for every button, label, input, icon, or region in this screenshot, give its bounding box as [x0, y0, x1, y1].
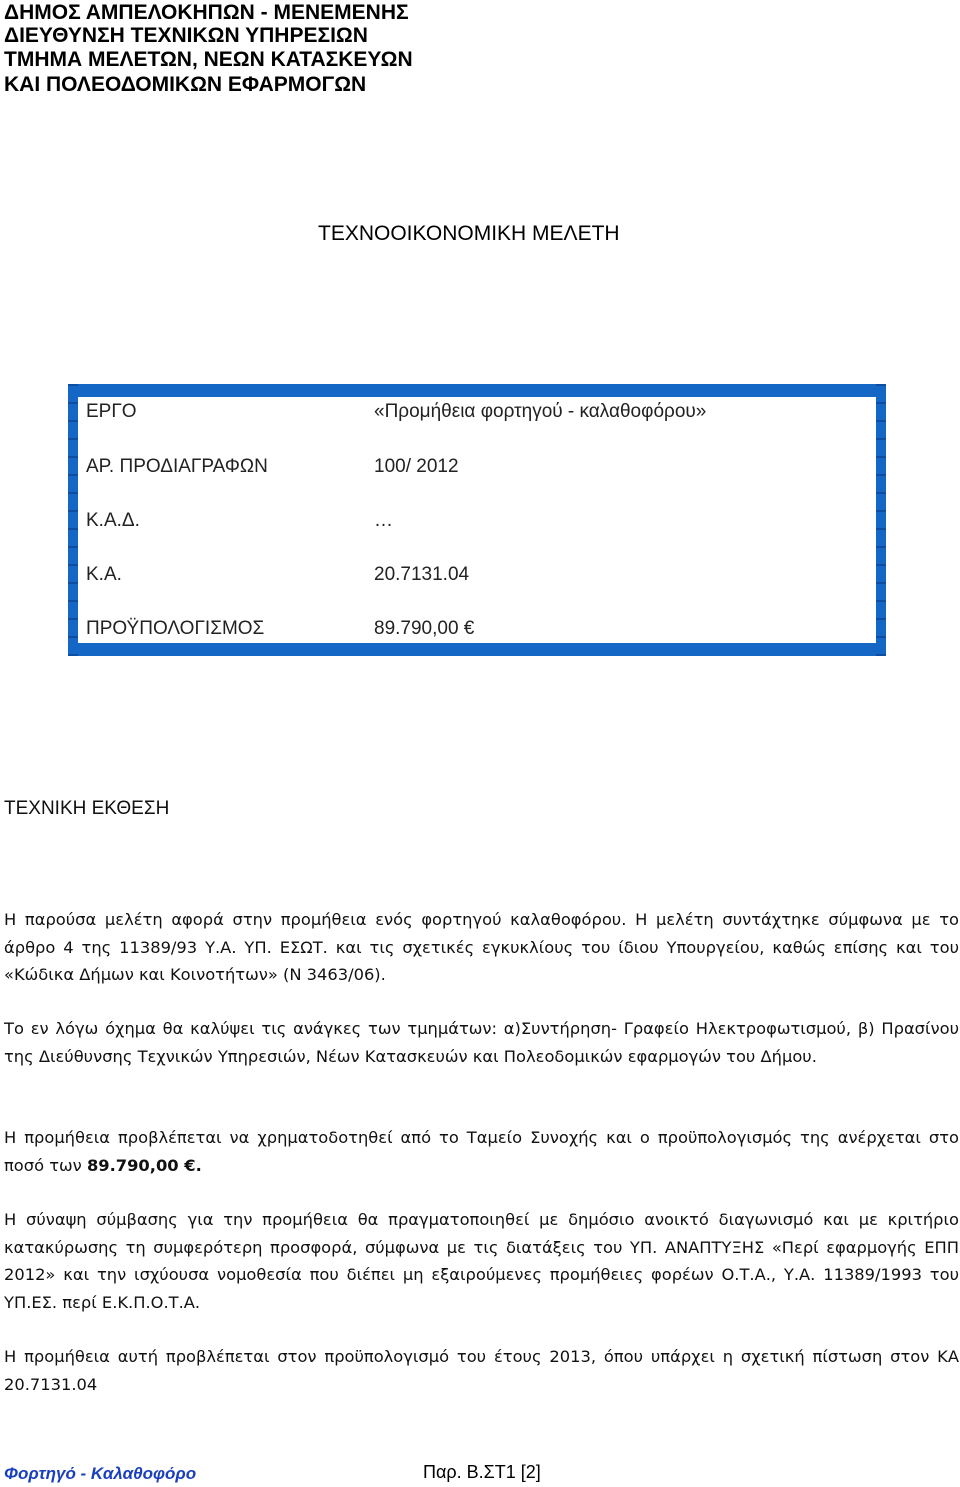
kad-label: Κ.Α.Δ.: [86, 510, 140, 531]
header-directorate: ΔΙΕΥΘΥΝΣΗ ΤΕΧΝΙΚΩΝ ΥΠΗΡΕΣΙΩΝ: [4, 24, 368, 47]
project-value: «Προμήθεια φορτηγού - καλαθοφόρου»: [374, 401, 707, 422]
section-heading: ΤΕΧΝΙΚΗ ΕΚΘΕΣΗ: [4, 798, 170, 819]
footer-document-name: Φορτηγό - Καλαθοφόρο: [4, 1464, 197, 1483]
spec-number-label: ΑΡ. ΠΡΟΔΙΑΓΡΑΦΩΝ: [86, 456, 268, 477]
header-department: ΤΜΗΜΑ ΜΕΛΕΤΩΝ, ΝΕΩΝ ΚΑΤΑΣΚΕΥΩΝ: [4, 48, 413, 71]
document-title: ΤΕΧΝΟΟΙΚΟΝΟΜΙΚΗ ΜΕΛΕΤΗ: [318, 222, 620, 245]
header-municipality: ΔΗΜΟΣ ΑΜΠΕΛΟΚΗΠΩΝ - ΜΕΝΕΜΕΝΗΣ: [4, 1, 409, 24]
paragraph-funding: [4, 1124, 959, 1179]
budget-value: 89.790,00 €: [374, 618, 475, 639]
spec-number-value: 100/ 2012: [374, 456, 459, 477]
project-label: ΕΡΓΟ: [86, 401, 137, 422]
funding-text: Η προμήθεια προβλέπεται να χρηματοδοτηθεί από το Ταμείο Συνοχής και ο προϋπολογισμός της ανέρχεται στο ποσό των: [4, 1128, 959, 1175]
project-info-box: [68, 384, 886, 656]
budget-label: ΠΡΟΫΠΟΛΟΓΙΣΜΟΣ: [86, 618, 265, 639]
paragraph-intro: Η παρούσα μελέτη αφορά στην προμήθεια ενός φορτηγού καλαθοφόρου. Η μελέτη συντάχτηκε σύμφωνα με το άρθρο 4 της 11389/93 Υ.Α. ΥΠ. ΕΣΩΤ. και τις σχετικές εγκυκλίους του ίδιου Υπουργείου, καθώς επίσης και του «Κώδικα Δήμων και Κοινοτήτων» (Ν 3463/06).: [4, 910, 959, 984]
paragraph-budget-year: Η προμήθεια αυτή προβλέπεται στον προϋπολογισμό του έτους 2013, όπου υπάρχει η σχετική πίστωση στον ΚΑ 20.7131.04: [4, 1347, 959, 1394]
paragraph-procurement: Η σύναψη σύμβασης για την προμήθεια θα πραγματοποιηθεί με δημόσιο ανοικτό διαγωνισμό και με κριτήριο κατακύρωσης τη συμφερότερη προσφορά, σύμφωνα με τις διατάξεις του ΥΠ. ΑΝΑΠΤΥΞΗΣ «Περί εφαρμογής ΕΠΠ 2012» και την ισχύουσα νομοθεσία που διέπει μη εξαιρούμενες προμήθειες φορέων Ο.Τ.Α., Υ.Α. 11389/1993 του ΥΠ.ΕΣ. περί Ε.Κ.Π.Ο.Τ.Α.: [4, 1210, 959, 1312]
kad-value: …: [374, 510, 393, 531]
footer-page-ref: Παρ. Β.ΣΤ1 [2]: [423, 1462, 541, 1482]
paragraph-departments: Το εν λόγω όχημα θα καλύψει τις ανάγκες των τμημάτων: α)Συντήρηση- Γραφείο Ηλεκτροφωτισμού, β) Πρασίνου της Διεύθυνσης Τεχνικών Υπηρεσιών, Νέων Κατασκευών και Πολεοδομικών εφαρμογών του Δήμου.: [4, 1019, 959, 1066]
ka-label: Κ.Α.: [86, 564, 122, 585]
ka-value: 20.7131.04: [374, 564, 470, 585]
funding-amount: 89.790,00 €.: [86, 1155, 202, 1175]
header-department-cont: ΚΑΙ ΠΟΛΕΟΔΟΜΙΚΩΝ ΕΦΑΡΜΟΓΩΝ: [4, 73, 367, 96]
